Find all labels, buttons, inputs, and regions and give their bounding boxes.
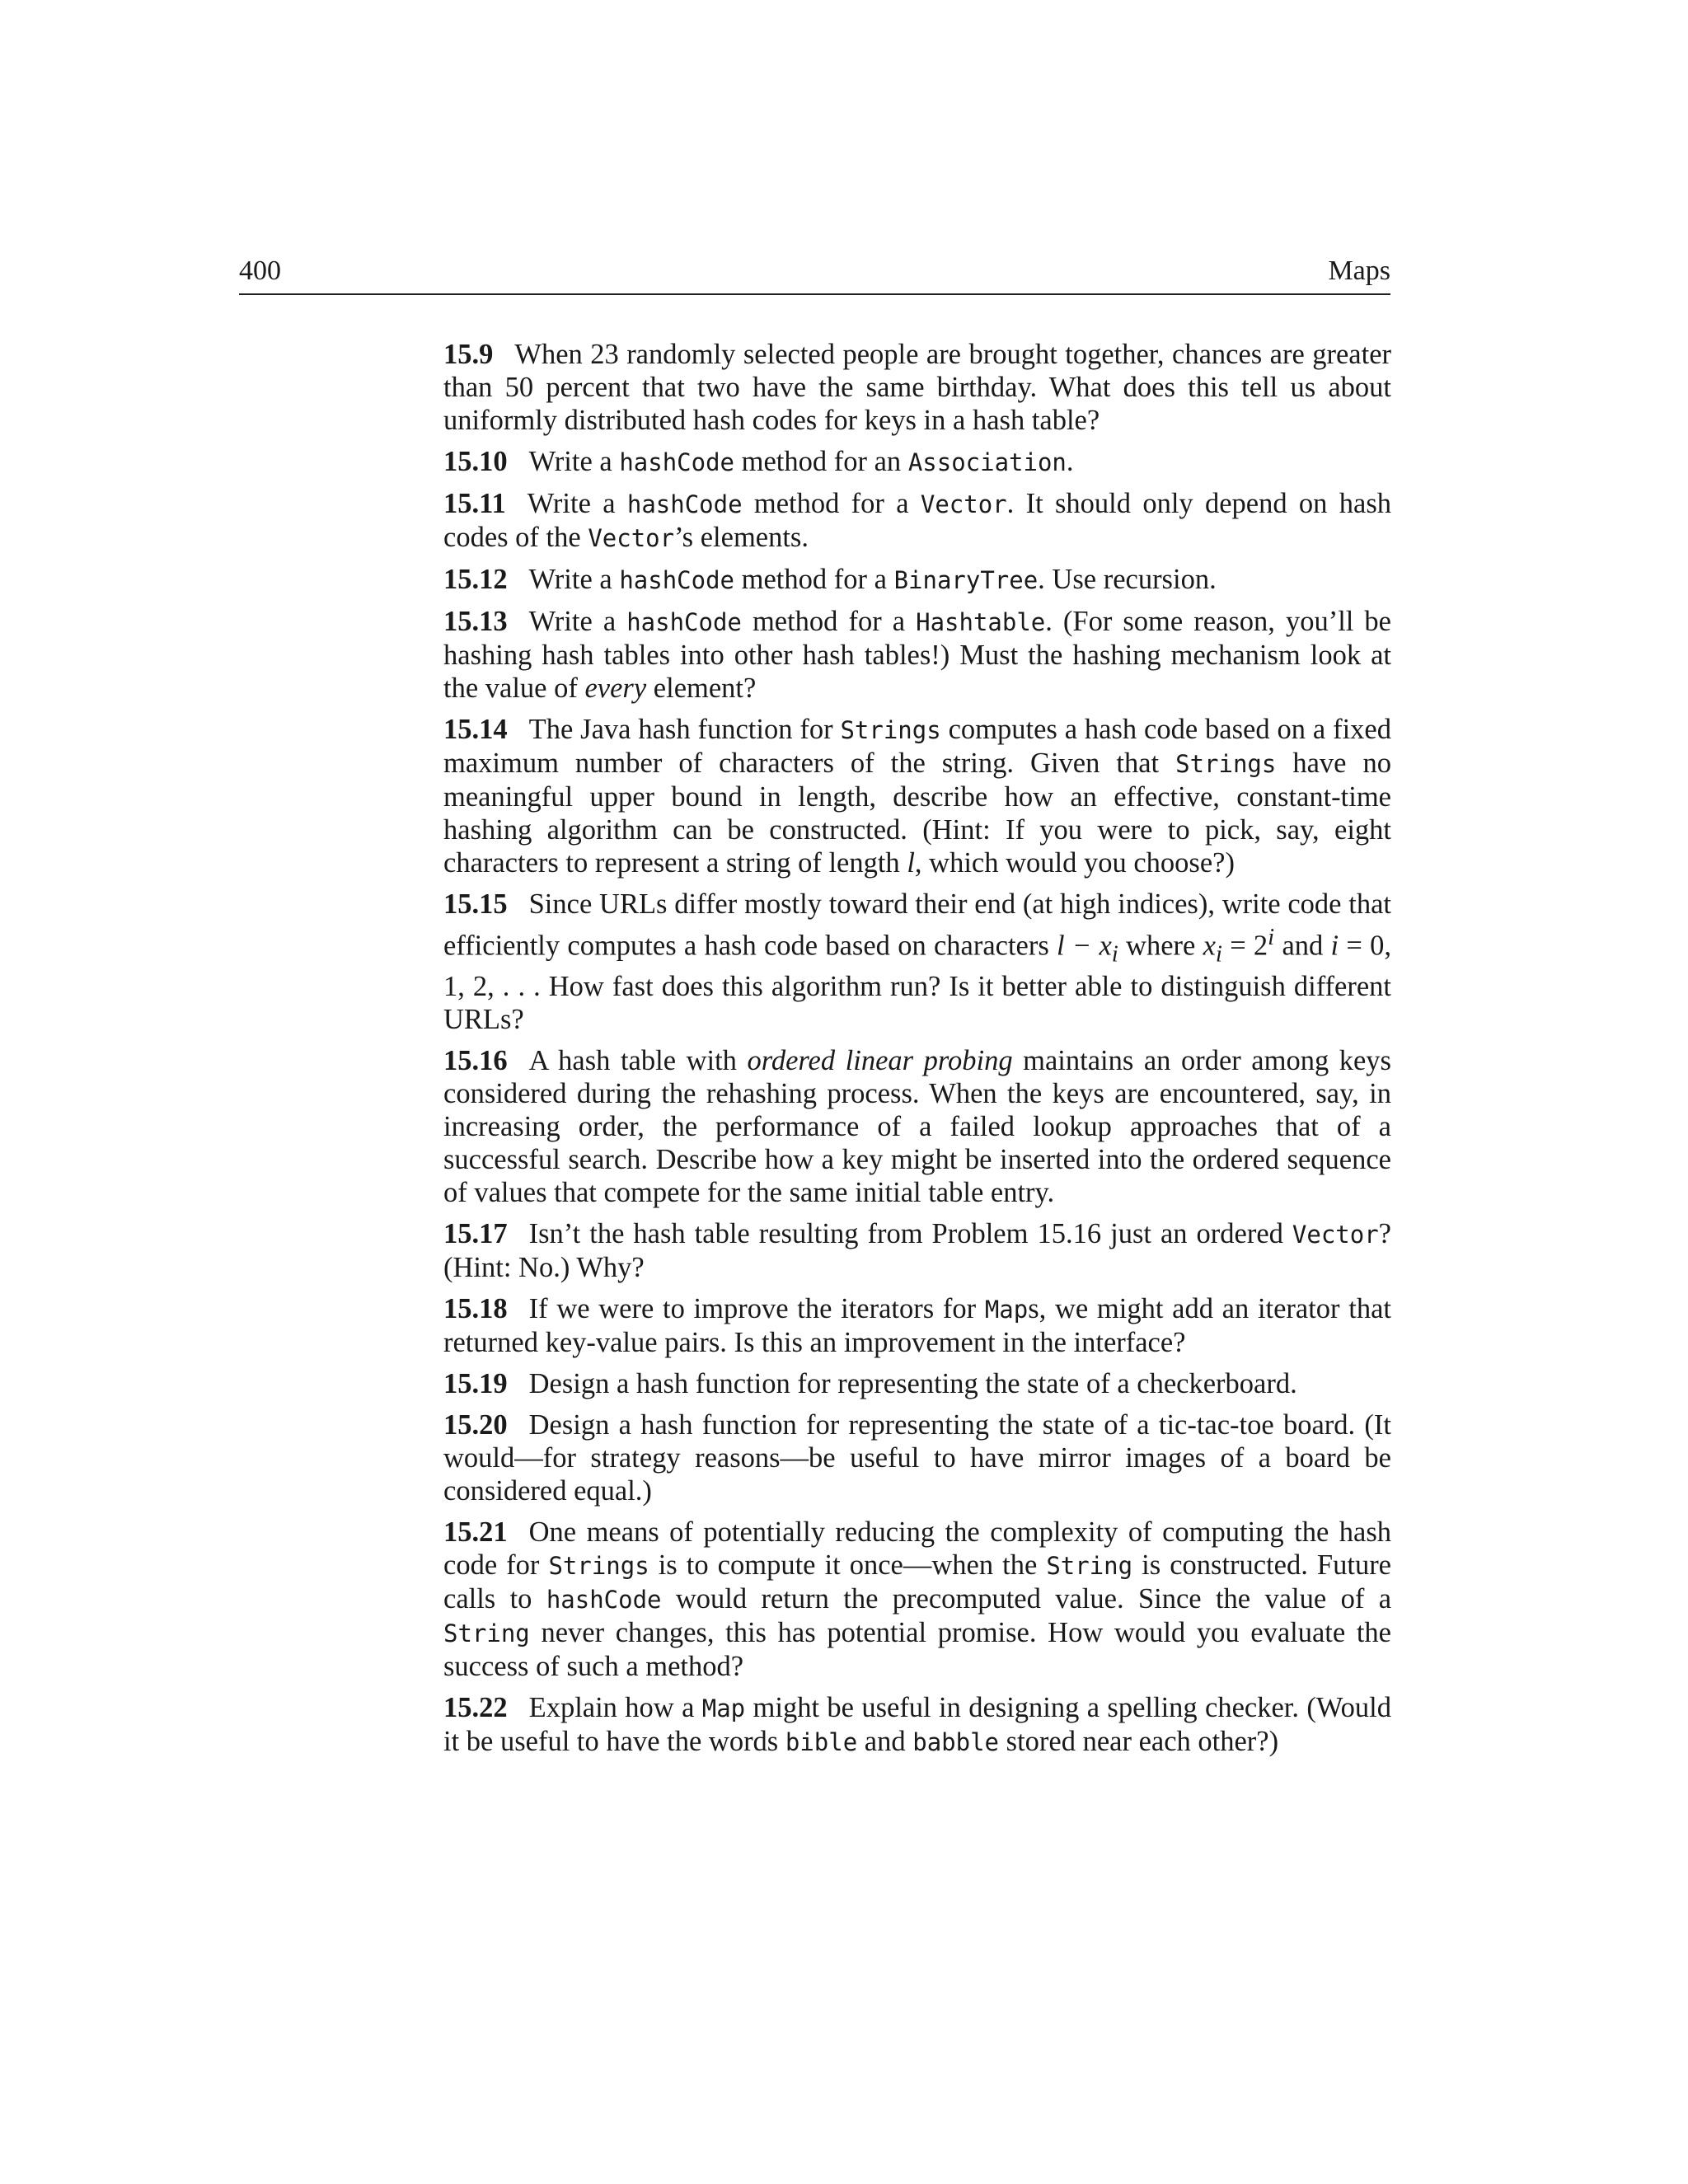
problem-item (443, 1691, 1391, 1759)
code-term: Hashtable (916, 608, 1046, 636)
code-term: Map (701, 1694, 746, 1723)
problem-number: 15.12 (443, 564, 508, 595)
problem-number: 15.10 (443, 446, 508, 477)
emphasis-text: ordered linear probing (747, 1045, 1013, 1077)
problem-text: method for a (742, 488, 921, 519)
problem-number: 15.19 (443, 1368, 508, 1400)
problem-text: When 23 randomly selected people are brought together, chances are greater than 50 percent that two have the same birthday. What does this tell us about uniformly distributed hash codes for keys in a hash table? (443, 339, 1391, 436)
problem-text: Write a (527, 488, 627, 519)
problem-text: never changes, this has potential promise. How would you evaluate the success of such a method? (443, 1617, 1391, 1683)
problem-text: stored near each other?) (999, 1726, 1279, 1758)
problem-number: 15.22 (443, 1692, 508, 1724)
problem-number: 15.14 (443, 714, 508, 745)
problem-text: ? (Hint: No.) Why? (443, 1218, 1391, 1284)
problem-number: 15.13 (443, 606, 508, 637)
math-term: i (1330, 930, 1339, 962)
math-term: x (1203, 930, 1216, 962)
problem-item (443, 888, 1391, 1036)
problem-text: Write a (528, 606, 627, 637)
math-term: l − x (1057, 930, 1112, 962)
problem-text: is to compute it once—when the (649, 1549, 1047, 1582)
problem-text: method for an (734, 446, 908, 477)
code-term: Vector (1292, 1221, 1379, 1249)
problem-item (443, 445, 1391, 479)
problem-text: Write a (528, 446, 620, 477)
problem-text: The Java hash function for (528, 714, 841, 745)
problem-text: . (For some reason, you’ll be hashing hash tables into other hash tables!) Must the hashing mechanism look at the value of (443, 606, 1391, 704)
code-term: String (1046, 1552, 1133, 1581)
section-title: Maps (1328, 255, 1390, 286)
problem-number: 15.18 (443, 1293, 508, 1325)
code-term: hashCode (626, 490, 743, 518)
problem-item (443, 1408, 1391, 1507)
problem-text: might be useful in designing a spelling checker. (Would it be useful to have the words (443, 1692, 1391, 1758)
problem-text: Design a hash function for representing the state of a checkerboard. (528, 1368, 1297, 1400)
code-term: Vector (920, 490, 1007, 518)
problem-item (443, 1044, 1391, 1209)
code-term: hashCode (619, 448, 735, 476)
problem-text: Since URLs differ mostly toward their end (at high indices), write code that efficiently computes a hash code based on characters (443, 888, 1391, 962)
problem-text: where (1118, 930, 1203, 962)
problem-item (443, 338, 1391, 437)
code-term: hashCode (626, 608, 742, 636)
emphasis-text: every (584, 673, 647, 704)
problem-text: . It should only depend on hash codes of the (443, 488, 1391, 553)
math-subscript: i (1215, 940, 1222, 968)
code-term: Association (907, 448, 1067, 476)
problem-text: Design a hash function for representing the state of a tic-tac-toe board. (It would—for strategy reasons—be useful to have mirror images of a board be considered equal.) (443, 1409, 1391, 1507)
code-term: Strings (840, 716, 941, 744)
problem-text: One means of potentially reducing the complexity of computing the hash code for (443, 1516, 1391, 1582)
code-term: hashCode (546, 1586, 662, 1615)
problem-text: would return the precomputed value. Since the value of a (661, 1583, 1392, 1615)
problem-text: computes a hash code based on a fixed maximum number of characters of the string. Given that (443, 714, 1391, 779)
problem-text: A hash table with (528, 1045, 748, 1077)
math-subscript: i (1111, 940, 1118, 968)
code-term: Map (984, 1296, 1029, 1324)
problem-item (443, 713, 1391, 879)
problem-number: 15.20 (443, 1409, 508, 1441)
problem-text: . (1066, 446, 1074, 477)
running-head (239, 247, 1390, 295)
page-number: 400 (239, 255, 281, 286)
problem-text: = 0, 1, 2, . . . How fast does this algorithm run? Is it better able to distinguish different URLs? (443, 930, 1391, 1036)
math-term: l (907, 847, 915, 879)
problem-item (443, 1217, 1391, 1284)
problem-number: 15.9 (443, 339, 494, 370)
problem-item (443, 487, 1391, 555)
code-term: Strings (548, 1552, 649, 1581)
code-term: hashCode (619, 566, 735, 594)
problem-text: and (857, 1726, 913, 1758)
problem-number: 15.21 (443, 1516, 508, 1549)
problem-text: maintains an order among keys considered during the rehashing process. When the keys are encountered, say, in increasing order, the performance of a failed lookup approaches that of a successful search. Describe how a key might be inserted into the ordered sequence of values that compete for the same initial table entry. (443, 1045, 1391, 1209)
code-term: Strings (1175, 750, 1277, 778)
code-term: bible (785, 1728, 858, 1757)
problem-item (443, 1292, 1391, 1359)
problem-text: , which would you choose?) (914, 847, 1235, 879)
problem-text: . Use recursion. (1038, 564, 1217, 595)
problem-text: = 2 (1221, 930, 1268, 962)
problem-number: 15.17 (443, 1218, 508, 1250)
problem-list (443, 338, 1391, 1767)
problem-text: and (1274, 930, 1331, 962)
problem-text: is constructed. Future calls to (443, 1549, 1391, 1615)
math-superscript: i (1268, 924, 1275, 950)
problem-item (443, 1367, 1391, 1400)
problem-item (443, 563, 1391, 597)
problem-text: method for a (741, 606, 917, 637)
problem-number: 15.11 (443, 488, 506, 519)
problem-number: 15.15 (443, 888, 508, 920)
code-term: String (443, 1619, 530, 1648)
problem-text: element? (646, 673, 757, 704)
problem-text: Explain how a (528, 1692, 702, 1724)
problem-item (443, 605, 1391, 705)
problem-number: 15.16 (443, 1045, 508, 1077)
problem-item (443, 1516, 1391, 1683)
problem-text: method for a (734, 564, 894, 595)
problem-text: Write a (528, 564, 620, 595)
problem-text: If we were to improve the iterators for (528, 1293, 985, 1325)
problem-text: s, we might add an iterator that returned key-value pairs. Is this an improvement in the interface? (443, 1293, 1391, 1359)
code-term: Vector (588, 524, 675, 552)
problem-text: ’s elements. (674, 522, 809, 553)
problem-text: Isn’t the hash table resulting from Problem 15.16 just an ordered (528, 1218, 1292, 1250)
problem-text: have no meaningful upper bound in length, describe how an effective, constant-time hashing algorithm can be constructed. (Hint: If you were to pick, say, eight characters to represent a string of length (443, 748, 1391, 879)
code-term: babble (912, 1728, 1000, 1757)
code-term: BinaryTree (893, 566, 1039, 594)
